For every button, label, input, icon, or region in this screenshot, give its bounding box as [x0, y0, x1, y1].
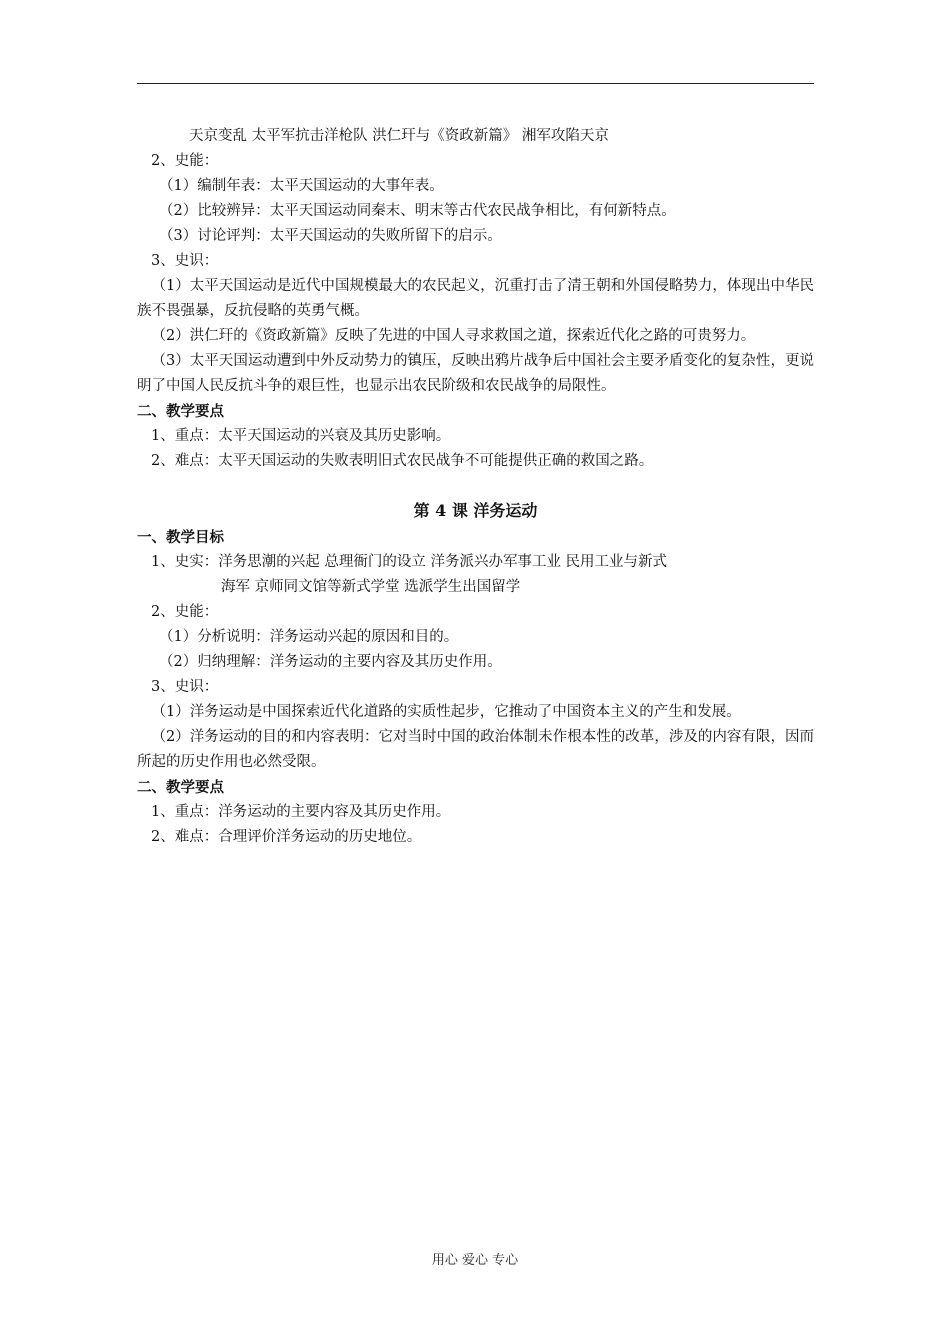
knowledge-item: （1）洋务运动是中国探索近代化道路的实质性起步，它推动了中国资本主义的产生和发展。	[151, 704, 741, 720]
knowledge-heading: 3、史识：	[151, 253, 219, 269]
skill-item: （3）讨论评判：太平天国运动的失败所留下的启示。	[159, 228, 502, 244]
knowledge-item: （3）太平天国运动遭到中外反动势力的镇压，反映出鸦片战争后中国社会主要矛盾变化的复杂性，更说明了中国人民反抗斗争的艰巨性，也显示出农民阶级和农民战争的局限性。	[137, 353, 814, 394]
knowledge-item: （1）太平天国运动是近代中国规模最大的农民起义，沉重打击了清王朝和外国侵略势力，体现出中华民族不畏强暴，反抗侵略的英勇气概。	[137, 278, 814, 319]
difficult-point: 2、难点：合理评价洋务运动的历史地位。	[151, 829, 422, 845]
skill-item: （2）归纳理解：洋务运动的主要内容及其历史作用。	[159, 654, 502, 670]
facts-line-continued: 海军 京师同文馆等新式学堂 选派学生出国留学	[221, 579, 521, 595]
difficult-point: 2、难点：太平天国运动的失败表明旧式农民战争不可能提供正确的救国之路。	[151, 453, 654, 469]
key-point: 1、重点：太平天国运动的兴衰及其历史影响。	[151, 428, 451, 444]
objectives-heading: 一、教学目标	[137, 529, 224, 546]
skills-heading: 2、史能：	[151, 604, 219, 620]
lesson-title: 第 4 课 洋务运动	[413, 501, 538, 520]
skill-item: （1）分析说明：洋务运动兴起的原因和目的。	[159, 629, 459, 645]
key-point: 1、重点：洋务运动的主要内容及其历史作用。	[151, 804, 451, 820]
knowledge-item: （2）洋务运动的目的和内容表明：它对当时中国的政治体制未作根本性的改革，涉及的内容有限，因而所起的历史作用也必然受限。	[137, 729, 814, 770]
knowledge-heading: 3、史识：	[151, 679, 219, 695]
skill-item: （1）编制年表：太平天国运动的大事年表。	[159, 178, 444, 194]
document-body	[137, 124, 814, 850]
points-heading: 二、教学要点	[137, 403, 224, 420]
header-rule	[137, 83, 814, 84]
skill-item: （2）比较辨异：太平天国运动同秦末、明末等古代农民战争相比，有何新特点。	[159, 203, 676, 219]
points-heading: 二、教学要点	[137, 779, 224, 796]
facts-line: 1、史实：洋务思潮的兴起 总理衙门的设立 洋务派兴办军事工业 民用工业与新式	[151, 554, 668, 570]
page-footer: 用心 爱心 专心	[431, 1253, 519, 1268]
skills-heading: 2、史能：	[151, 153, 219, 169]
knowledge-item: （2）洪仁玕的《资政新篇》反映了先进的中国人寻求救国之道，探索近代化之路的可贵努力。	[151, 328, 756, 344]
events-line: 天京变乱 太平军抗击洋枪队 洪仁玕与《资政新篇》 湘军攻陷天京	[189, 128, 609, 144]
